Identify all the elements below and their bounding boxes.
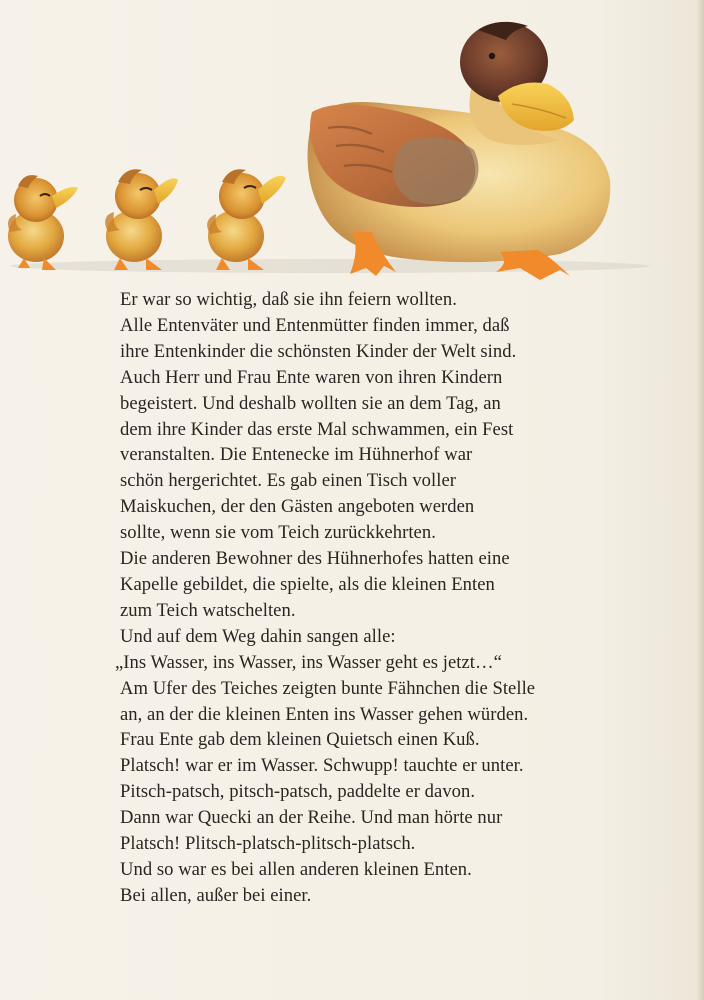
story-line: Kapelle gebildet, die spielte, als die kleinen Enten [120, 573, 495, 595]
mother-duck [308, 22, 611, 280]
story-line: Die anderen Bewohner des Hühnerhofes hatten eine [120, 548, 510, 570]
story-line: Bei allen, außer bei einer. [120, 884, 312, 906]
story-text [115, 287, 680, 909]
story-line: Und auf dem Weg dahin sangen alle: [120, 625, 396, 647]
story-line: dem ihre Kinder das erste Mal schwammen, ein Fest [120, 418, 514, 440]
duck-family-illustration [0, 0, 704, 290]
story-line: Pitsch-patsch, pitsch-patsch, paddelte er davon. [120, 781, 476, 803]
story-line: an, an der die kleinen Enten ins Wasser gehen würden. [120, 703, 529, 725]
story-line: zum Teich watschelten. [120, 599, 296, 621]
page-edge-shadow [696, 0, 704, 1000]
story-line: sollte, wenn sie vom Teich zurückkehrten. [120, 522, 436, 544]
duckling-2 [105, 169, 178, 270]
story-line: „Ins Wasser, ins Wasser, ins Wasser geht es jetzt…“ [115, 651, 502, 673]
story-line: Am Ufer des Teiches zeigten bunte Fähnchen die Stelle [120, 677, 536, 699]
story-line: ihre Entenkinder die schönsten Kinder der Welt sind. [120, 340, 517, 362]
story-line: Er war so wichtig, daß sie ihn feiern wollten. [120, 289, 457, 310]
duckling-1 [8, 175, 78, 270]
story-line: Platsch! war er im Wasser. Schwupp! tauchte er unter. [120, 755, 524, 777]
story-line: begeistert. Und deshalb wollten sie an dem Tag, an [120, 392, 501, 414]
story-line: Auch Herr und Frau Ente waren von ihren Kindern [120, 366, 503, 388]
story-line: Maiskuchen, der den Gästen angeboten werden [120, 496, 475, 518]
story-line: Frau Ente gab dem kleinen Quietsch einen Kuß. [120, 729, 480, 751]
story-line: veranstalten. Die Entenecke im Hühnerhof war [120, 444, 473, 466]
duckling-3 [207, 169, 286, 270]
story-line: Alle Entenväter und Entenmütter finden immer, daß [120, 314, 510, 336]
story-line: Platsch! Plitsch-platsch-plitsch-platsch. [120, 833, 416, 855]
story-line: schön hergerichtet. Es gab einen Tisch voller [120, 470, 457, 492]
story-line: Und so war es bei allen anderen kleinen Enten. [120, 858, 472, 880]
story-line: Dann war Quecki an der Reihe. Und man hörte nur [120, 807, 503, 829]
